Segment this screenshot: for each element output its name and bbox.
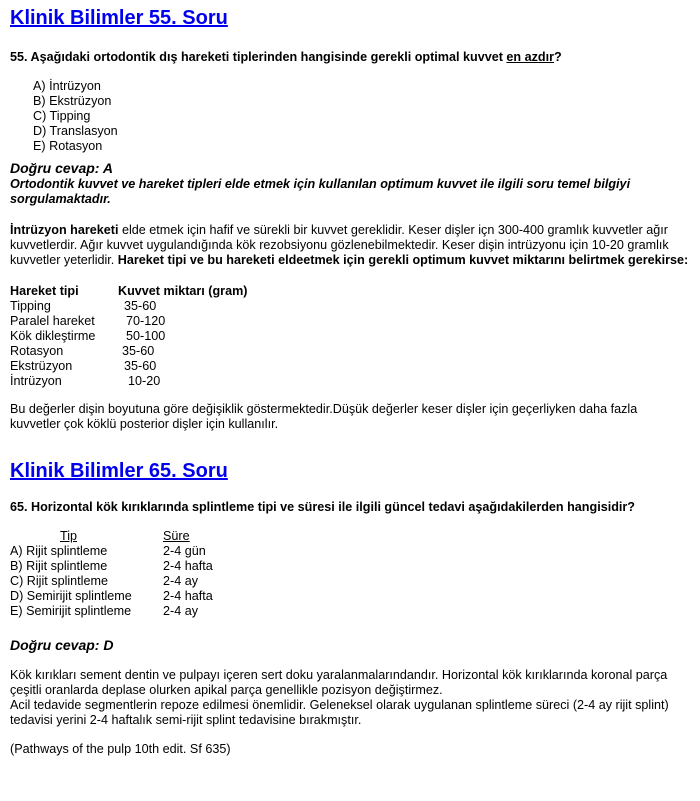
- table-cell-type: Rotasyon: [10, 344, 64, 358]
- option-type: B) Rijit splintleme: [10, 559, 108, 573]
- q65-header-type-text: Tip: [60, 529, 78, 543]
- q55-option-d: D) Translasyon: [33, 124, 118, 138]
- q55-title[interactable]: Klinik Bilimler 55. Soru: [10, 7, 228, 29]
- q65-options-table: [10, 529, 690, 619]
- table-cell-type: Paralel hareket: [10, 314, 95, 328]
- q55-question: [10, 50, 690, 65]
- q65-option-d: [10, 589, 690, 604]
- q65-option-e: [10, 604, 690, 619]
- q55-explanation-text: elde etmek için hafif ve sürekli bir kuvvet gereklidir. Keser dişler içn 300-400 gramlık kuvvetler ağır kuvvetlerdir. Ağır kuvvet uygulandığında kök rezobsiyonu gözlenebilmektedir. Keser dişin intrüzyonu için 10-20 gramlık kuvvetler yeterlidir.: [10, 223, 669, 267]
- table-cell-force: 10-20: [128, 374, 161, 388]
- table-cell-force: 70-120: [126, 314, 166, 328]
- q65-explanation-2: Acil tedavide segmentlerin repoze edilmesi önemlidir. Geleneksel olarak uygulanan splintleme süreci (2-4 ay rijit splint) tedavisi yerini 2-4 haftalık semi-rijit splint tedavisine bırakmıştır.: [10, 698, 669, 727]
- table-cell-force: 50-100: [126, 329, 166, 343]
- table-row: [10, 329, 690, 344]
- q55-option-b: B) Ekstrüzyon: [33, 94, 112, 108]
- q65-option-c: [10, 574, 690, 589]
- q55-intro: Ortodontik kuvvet ve hareket tipleri elde etmek için kullanılan optimum kuvvet ile ilgili soru temel bilgiyi sorgulamaktadır.: [10, 177, 631, 206]
- q55-explanation: [10, 223, 690, 268]
- document-page: [10, 6, 690, 757]
- option-type: E) Semirijit splintleme: [10, 604, 132, 618]
- q55-explanation-bold2: Hareket tipi ve bu hareketi eldeetmek için gerekli optimum kuvvet miktarını belirtmek gerekirse:: [117, 253, 689, 267]
- q65-answer: Doğru cevap: D: [10, 637, 114, 653]
- q55-option-a: A) İntrüzyon: [33, 79, 101, 93]
- q65-header-type: [10, 529, 163, 544]
- q65-table-header: [10, 529, 690, 544]
- q55-question-post: ?: [554, 50, 562, 64]
- q55-question-emphasis: en azdır: [506, 50, 555, 64]
- table-row: [10, 374, 690, 389]
- q65-question: 65. Horizontal kök kırıklarında splintleme tipi ve süresi ile ilgili güncel tedavi aşağıdakilerden hangisidir?: [10, 500, 635, 514]
- table-cell-force: 35-60: [122, 344, 155, 358]
- q65-reference: (Pathways of the pulp 10th edit. Sf 635): [10, 742, 231, 756]
- table-cell-type: Tipping: [10, 299, 51, 313]
- q55-option-e: E) Rotasyon: [33, 139, 103, 153]
- table-row: [10, 314, 690, 329]
- q65-option-a: [10, 544, 690, 559]
- q55-header-force: Kuvvet miktarı (gram): [118, 284, 248, 298]
- table-row: [10, 344, 690, 359]
- option-type: A) Rijit splintleme: [10, 544, 108, 558]
- option-type: D) Semirijit splintleme: [10, 589, 132, 603]
- q55-option-c: C) Tipping: [33, 109, 91, 123]
- table-cell-type: İntrüzyon: [10, 374, 62, 388]
- option-duration: 2-4 ay: [163, 604, 199, 618]
- table-cell-type: Ekstrüzyon: [10, 359, 73, 373]
- table-row: [10, 299, 690, 314]
- q65-header-duration: [163, 529, 190, 544]
- q55-question-pre: 55. Aşağıdaki ortodontik dış hareketi tiplerinden hangisinde gerekli optimal kuvvet: [10, 50, 507, 64]
- q65-title[interactable]: Klinik Bilimler 65. Soru: [10, 460, 228, 482]
- q55-note: Bu değerler dişin boyutuna göre değişiklik göstermektedir.Düşük değerler keser dişler için geçerliyken daha fazla kuvvetler çok köklü posterior dişler için kullanılır.: [10, 402, 638, 431]
- option-duration: 2-4 ay: [163, 574, 199, 588]
- table-cell-force: 35-60: [124, 359, 157, 373]
- option-duration: 2-4 hafta: [163, 589, 213, 603]
- option-duration: 2-4 gün: [163, 544, 206, 558]
- q55-table-header: [10, 284, 690, 299]
- q65-header-duration-text: Süre: [163, 529, 190, 543]
- q65-explanation-1: Kök kırıkları sement dentin ve pulpayı içeren sert doku yaralanmalarındandır. Horizontal kök kırıklarında koronal parça çeşitli oranlarda deplase olurken apikal parça genellikle pozisyon değiştirmez.: [10, 668, 668, 697]
- q55-explanation-bold1: İntrüzyon hareketi: [10, 223, 119, 237]
- q55-header-type: Hareket tipi: [10, 284, 79, 298]
- table-cell-force: 35-60: [124, 299, 157, 313]
- table-row: [10, 359, 690, 374]
- q55-answer: Doğru cevap: A: [10, 160, 113, 176]
- q65-option-b: [10, 559, 690, 574]
- q55-options: [10, 79, 690, 154]
- table-cell-type: Kök dikleştirme: [10, 329, 96, 343]
- option-duration: 2-4 hafta: [163, 559, 213, 573]
- option-type: C) Rijit splintleme: [10, 574, 108, 588]
- q55-force-table: [10, 284, 690, 389]
